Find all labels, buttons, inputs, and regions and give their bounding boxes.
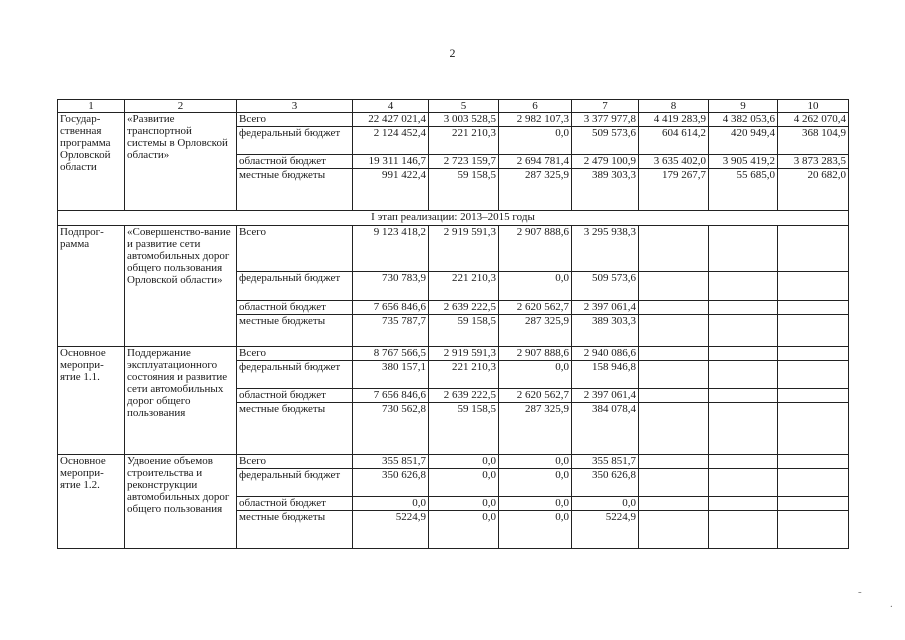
- program-title-cell: «Развитие транспортной системы в Орловской области»: [125, 113, 237, 211]
- funding-source-label: федеральный бюджет: [237, 469, 353, 497]
- value-cell: 221 210,3: [429, 127, 499, 155]
- page-mark: -: [858, 586, 862, 598]
- value-cell: 4 419 283,9: [639, 113, 709, 127]
- funding-source-label: областной бюджет: [237, 301, 353, 315]
- empty-cell: [709, 511, 778, 549]
- value-cell: 3 873 283,5: [778, 155, 849, 169]
- funding-source-label: Всего: [237, 226, 353, 272]
- value-cell: 0,0: [499, 272, 572, 301]
- value-cell: 5224,9: [572, 511, 639, 549]
- program-type-cell: Государ-ственная программа Орловской области: [58, 113, 125, 211]
- value-cell: 59 158,5: [429, 403, 499, 455]
- value-cell: 3 003 528,5: [429, 113, 499, 127]
- empty-cell: [778, 455, 849, 469]
- value-cell: 3 905 419,2: [709, 155, 778, 169]
- empty-cell: [709, 497, 778, 511]
- measure-1-2-type-cell: Основное меропри-ятие 1.2.: [58, 455, 125, 549]
- value-cell: 0,0: [499, 469, 572, 497]
- empty-cell: [709, 301, 778, 315]
- column-header: 2: [125, 100, 237, 113]
- empty-cell: [639, 389, 709, 403]
- value-cell: 287 325,9: [499, 169, 572, 211]
- funding-source-label: федеральный бюджет: [237, 361, 353, 389]
- stage-title: I этап реализации: 2013–2015 годы: [58, 211, 849, 226]
- value-cell: 509 573,6: [572, 272, 639, 301]
- empty-cell: [778, 497, 849, 511]
- page-number: 2: [449, 46, 456, 60]
- empty-cell: [778, 469, 849, 497]
- value-cell: 350 626,8: [572, 469, 639, 497]
- measure-1-1-row: [58, 347, 849, 361]
- empty-cell: [778, 389, 849, 403]
- header-row: [58, 100, 849, 113]
- column-header: 8: [639, 100, 709, 113]
- value-cell: 19 311 146,7: [353, 155, 429, 169]
- funding-source-label: местные бюджеты: [237, 403, 353, 455]
- subprogram-title-cell: «Совершенство-вание и развитие сети автомобильных дорог общего пользования Орловской области»: [125, 226, 237, 347]
- value-cell: 3 295 938,3: [572, 226, 639, 272]
- empty-cell: [778, 301, 849, 315]
- column-header: 7: [572, 100, 639, 113]
- value-cell: 2 907 888,6: [499, 226, 572, 272]
- value-cell: 2 919 591,3: [429, 226, 499, 272]
- funding-source-label: областной бюджет: [237, 389, 353, 403]
- value-cell: 0,0: [429, 455, 499, 469]
- empty-cell: [639, 226, 709, 272]
- value-cell: 287 325,9: [499, 315, 572, 347]
- value-cell: 2 639 222,5: [429, 301, 499, 315]
- stage-row: [58, 211, 849, 226]
- value-cell: 2 397 061,4: [572, 389, 639, 403]
- value-cell: 2 124 452,4: [353, 127, 429, 155]
- funding-source-label: областной бюджет: [237, 497, 353, 511]
- empty-cell: [709, 272, 778, 301]
- column-header: 1: [58, 100, 125, 113]
- value-cell: 735 787,7: [353, 315, 429, 347]
- empty-cell: [709, 226, 778, 272]
- value-cell: 509 573,6: [572, 127, 639, 155]
- column-header: 5: [429, 100, 499, 113]
- empty-cell: [639, 497, 709, 511]
- funding-source-label: федеральный бюджет: [237, 272, 353, 301]
- empty-cell: [778, 403, 849, 455]
- column-header: 4: [353, 100, 429, 113]
- value-cell: 0,0: [499, 497, 572, 511]
- value-cell: 221 210,3: [429, 361, 499, 389]
- value-cell: 0,0: [429, 511, 499, 549]
- measure-1-2-title-cell: Удвоение объемов строительства и реконструкции автомобильных дорог общего пользования: [125, 455, 237, 549]
- value-cell: 2 694 781,4: [499, 155, 572, 169]
- empty-cell: [709, 315, 778, 347]
- empty-cell: [709, 469, 778, 497]
- value-cell: 0,0: [499, 511, 572, 549]
- value-cell: 0,0: [499, 361, 572, 389]
- subprogram-type-cell: Подпрог-рамма: [58, 226, 125, 347]
- value-cell: 991 422,4: [353, 169, 429, 211]
- value-cell: 7 656 846,6: [353, 389, 429, 403]
- funding-source-label: Всего: [237, 113, 353, 127]
- value-cell: 2 982 107,3: [499, 113, 572, 127]
- empty-cell: [709, 455, 778, 469]
- value-cell: 384 078,4: [572, 403, 639, 455]
- funding-source-label: Всего: [237, 347, 353, 361]
- funding-source-label: областной бюджет: [237, 155, 353, 169]
- value-cell: 8 767 566,5: [353, 347, 429, 361]
- value-cell: 287 325,9: [499, 403, 572, 455]
- value-cell: 0,0: [429, 469, 499, 497]
- value-cell: 389 303,3: [572, 315, 639, 347]
- empty-cell: [778, 272, 849, 301]
- value-cell: 5224,9: [353, 511, 429, 549]
- empty-cell: [778, 226, 849, 272]
- empty-cell: [709, 347, 778, 361]
- value-cell: 2 919 591,3: [429, 347, 499, 361]
- empty-cell: [709, 389, 778, 403]
- value-cell: 730 562,8: [353, 403, 429, 455]
- funding-source-label: местные бюджеты: [237, 511, 353, 549]
- empty-cell: [709, 403, 778, 455]
- value-cell: 0,0: [429, 497, 499, 511]
- empty-cell: [709, 361, 778, 389]
- value-cell: 355 851,7: [353, 455, 429, 469]
- measure-1-1-title-cell: Поддержание эксплуатационного состояния и развитие сети автомобильных дорог общего пользования: [125, 347, 237, 455]
- value-cell: 389 303,3: [572, 169, 639, 211]
- value-cell: 2 620 562,7: [499, 389, 572, 403]
- value-cell: 55 685,0: [709, 169, 778, 211]
- value-cell: 59 158,5: [429, 315, 499, 347]
- value-cell: 350 626,8: [353, 469, 429, 497]
- value-cell: 4 382 053,6: [709, 113, 778, 127]
- empty-cell: [639, 469, 709, 497]
- empty-cell: [778, 347, 849, 361]
- funding-source-label: местные бюджеты: [237, 315, 353, 347]
- empty-cell: [639, 272, 709, 301]
- empty-cell: [639, 301, 709, 315]
- empty-cell: [778, 315, 849, 347]
- measure-1-1-type-cell: Основное меропри-ятие 1.1.: [58, 347, 125, 455]
- column-header: 6: [499, 100, 572, 113]
- empty-cell: [639, 455, 709, 469]
- value-cell: 59 158,5: [429, 169, 499, 211]
- value-cell: 221 210,3: [429, 272, 499, 301]
- value-cell: 2 397 061,4: [572, 301, 639, 315]
- value-cell: 355 851,7: [572, 455, 639, 469]
- value-cell: 2 620 562,7: [499, 301, 572, 315]
- column-header: 3: [237, 100, 353, 113]
- funding-source-label: Всего: [237, 455, 353, 469]
- budget-table: [57, 99, 849, 549]
- subprogram-row: [58, 226, 849, 272]
- value-cell: 4 262 070,4: [778, 113, 849, 127]
- empty-cell: [639, 315, 709, 347]
- empty-cell: [639, 347, 709, 361]
- value-cell: 2 907 888,6: [499, 347, 572, 361]
- column-header: 10: [778, 100, 849, 113]
- value-cell: 604 614,2: [639, 127, 709, 155]
- value-cell: 3 377 977,8: [572, 113, 639, 127]
- value-cell: 368 104,9: [778, 127, 849, 155]
- value-cell: 730 783,9: [353, 272, 429, 301]
- value-cell: 9 123 418,2: [353, 226, 429, 272]
- value-cell: 0,0: [572, 497, 639, 511]
- value-cell: 2 723 159,7: [429, 155, 499, 169]
- funding-source-label: местные бюджеты: [237, 169, 353, 211]
- value-cell: 2 940 086,6: [572, 347, 639, 361]
- value-cell: 3 635 402,0: [639, 155, 709, 169]
- value-cell: 0,0: [353, 497, 429, 511]
- empty-cell: [778, 361, 849, 389]
- value-cell: 22 427 021,4: [353, 113, 429, 127]
- value-cell: 158 946,8: [572, 361, 639, 389]
- program-row: [58, 113, 849, 127]
- value-cell: 2 479 100,9: [572, 155, 639, 169]
- value-cell: 179 267,7: [639, 169, 709, 211]
- page-mark: .: [890, 598, 893, 610]
- value-cell: 380 157,1: [353, 361, 429, 389]
- empty-cell: [639, 361, 709, 389]
- empty-cell: [778, 511, 849, 549]
- empty-cell: [639, 403, 709, 455]
- measure-1-2-row: [58, 455, 849, 469]
- column-header: 9: [709, 100, 778, 113]
- empty-cell: [639, 511, 709, 549]
- funding-source-label: федеральный бюджет: [237, 127, 353, 155]
- value-cell: 420 949,4: [709, 127, 778, 155]
- value-cell: 0,0: [499, 127, 572, 155]
- value-cell: 20 682,0: [778, 169, 849, 211]
- value-cell: 7 656 846,6: [353, 301, 429, 315]
- value-cell: 2 639 222,5: [429, 389, 499, 403]
- value-cell: 0,0: [499, 455, 572, 469]
